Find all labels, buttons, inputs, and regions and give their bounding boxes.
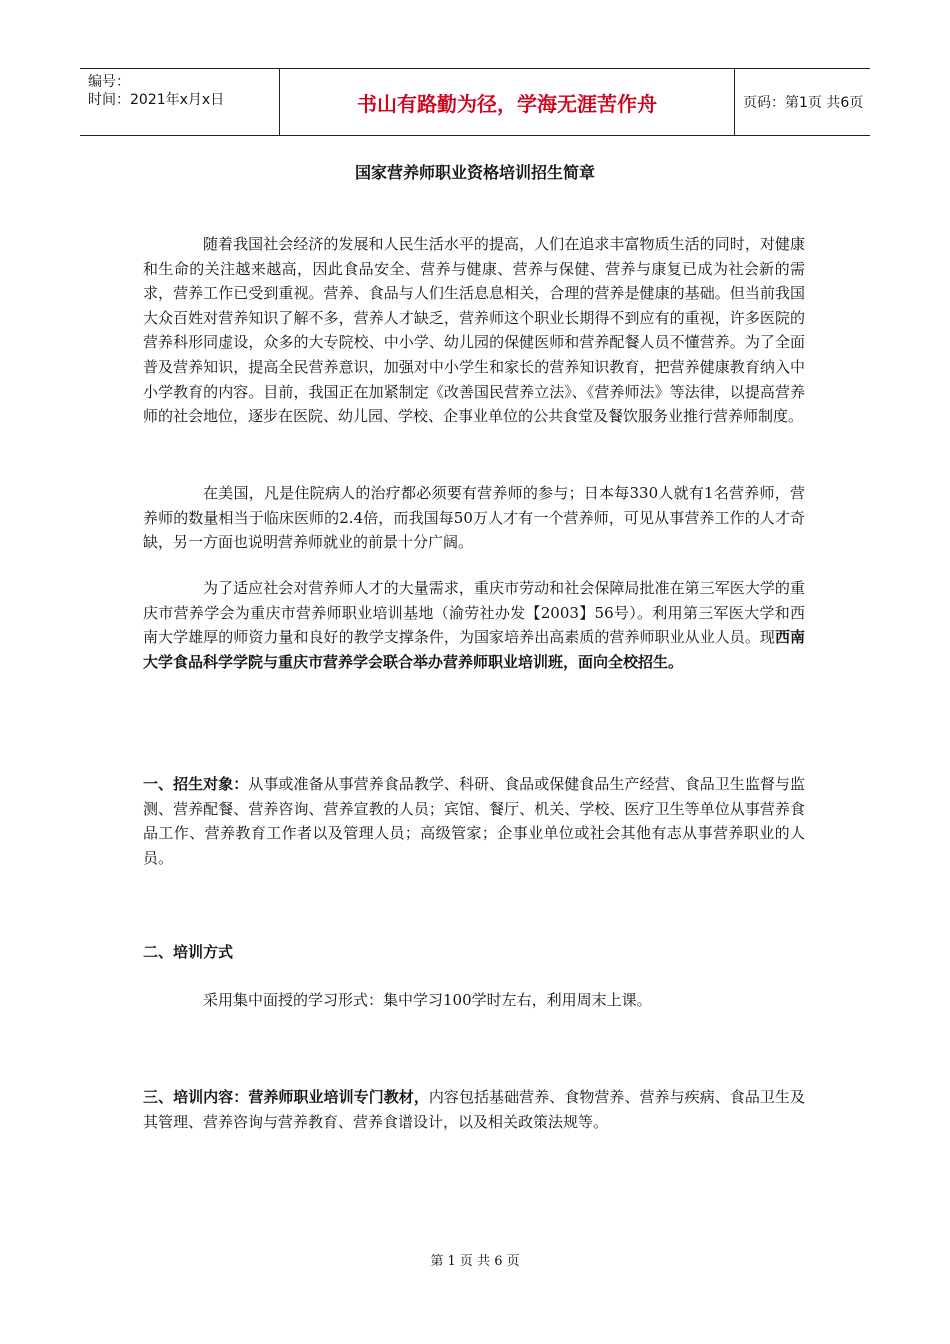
section-method-text: 采用集中面授的学习形式：集中学习100学时左右，利用周末上课。 bbox=[203, 991, 652, 1009]
section-content-text: 内容包括基础营养、食物营养、营养与疾病、食品卫生及其管理、营养咨询与营养教育、营养食谱设计，以及相关政策法规等。 bbox=[143, 1088, 805, 1131]
section-content-highlight: 营养师职业培训专门教材， bbox=[248, 1088, 429, 1106]
page-header bbox=[80, 68, 870, 136]
header-motto: 书山有路勤为径，学海无涯苦作舟 bbox=[280, 69, 735, 135]
page-footer: 第 1 页 共 6 页 bbox=[430, 1254, 520, 1269]
header-meta bbox=[80, 69, 280, 135]
section-enrollment-heading: 一、招生对象： bbox=[143, 775, 249, 793]
comparison-paragraph: 在美国，凡是住院病人的治疗都必须要有营养师的参与；日本每330人就有1名营养师，营养师的数量相当于临床医师的2.4倍，而我国每50万人才有一个营养师，可见从事营养工作的人才奇缺，另一方面也说明营养师就业的前景十分广阔。 bbox=[143, 484, 805, 552]
program-paragraph bbox=[143, 576, 805, 674]
document-title: 国家营养师职业资格培训招生简章 bbox=[354, 163, 595, 182]
section-content-heading: 三、培训内容： bbox=[143, 1088, 249, 1106]
program-highlight: 西南大学食品科学学院与重庆市营养学会联合举办营养师职业培训班，面向全校招生。 bbox=[143, 628, 805, 671]
date-label: 时间：2021年x月x日 bbox=[88, 92, 225, 108]
program-text: 为了适应社会对营养师人才的大量需求，重庆市劳动和社会保障局批准在第三军医大学的重庆市营养学会为重庆市营养师职业培训基地（渝劳社办发【2003】56号）。利用第三军医大学和西南大学雄厚的师资力量和良好的教学支撑条件，为国家培养出高素质的营养师职业从业人员。现 bbox=[143, 579, 805, 647]
header-page-info: 页码：第1页 共6页 bbox=[743, 95, 864, 111]
section-enrollment bbox=[143, 772, 805, 870]
intro-paragraph: 随着我国社会经济的发展和人民生活水平的提高，人们在追求丰富物质生活的同时，对健康和生命的关注越来越高，因此食品安全、营养与健康、营养与保健、营养与康复已成为社会新的需求，营养工作已受到重视。营养、食品与人们生活息息相关，合理的营养是健康的基础。但当前我国大众百姓对营养知识了解不多，营养人才缺乏，营养师这个职业长期得不到应有的重视，许多医院的营养科形同虚设，众多的大专院校、中小学、幼儿园的保健医师和营养配餐人员不懂营养。为了全面普及营养知识，提高全民营养意识，加强对中小学生和家长的营养知识教育，把营养健康教育纳入中小学教育的内容。目前，我国正在加紧制定《改善国民营养立法》、《营养师法》等法律，以提高营养师的社会地位，逐步在医院、幼儿园、学校、企事业单位的公共食堂及餐饮服务业推行营养师制度。 bbox=[143, 235, 805, 426]
number-label: 编号： bbox=[88, 74, 130, 90]
section-enrollment-text: 从事或准备从事营养食品教学、科研、食品或保健食品生产经营、食品卫生监督与监测、营养配餐、营养咨询、营养宣教的人员；宾馆、餐厅、机关、学校、医疗卫生等单位从事营养食品工作、营养教育工作者以及管理人员；高级管家；企事业单位或社会其他有志从事营养职业的人员。 bbox=[143, 775, 805, 867]
section-content bbox=[143, 1085, 805, 1134]
section-method-heading: 二、培训方式 bbox=[143, 943, 234, 961]
